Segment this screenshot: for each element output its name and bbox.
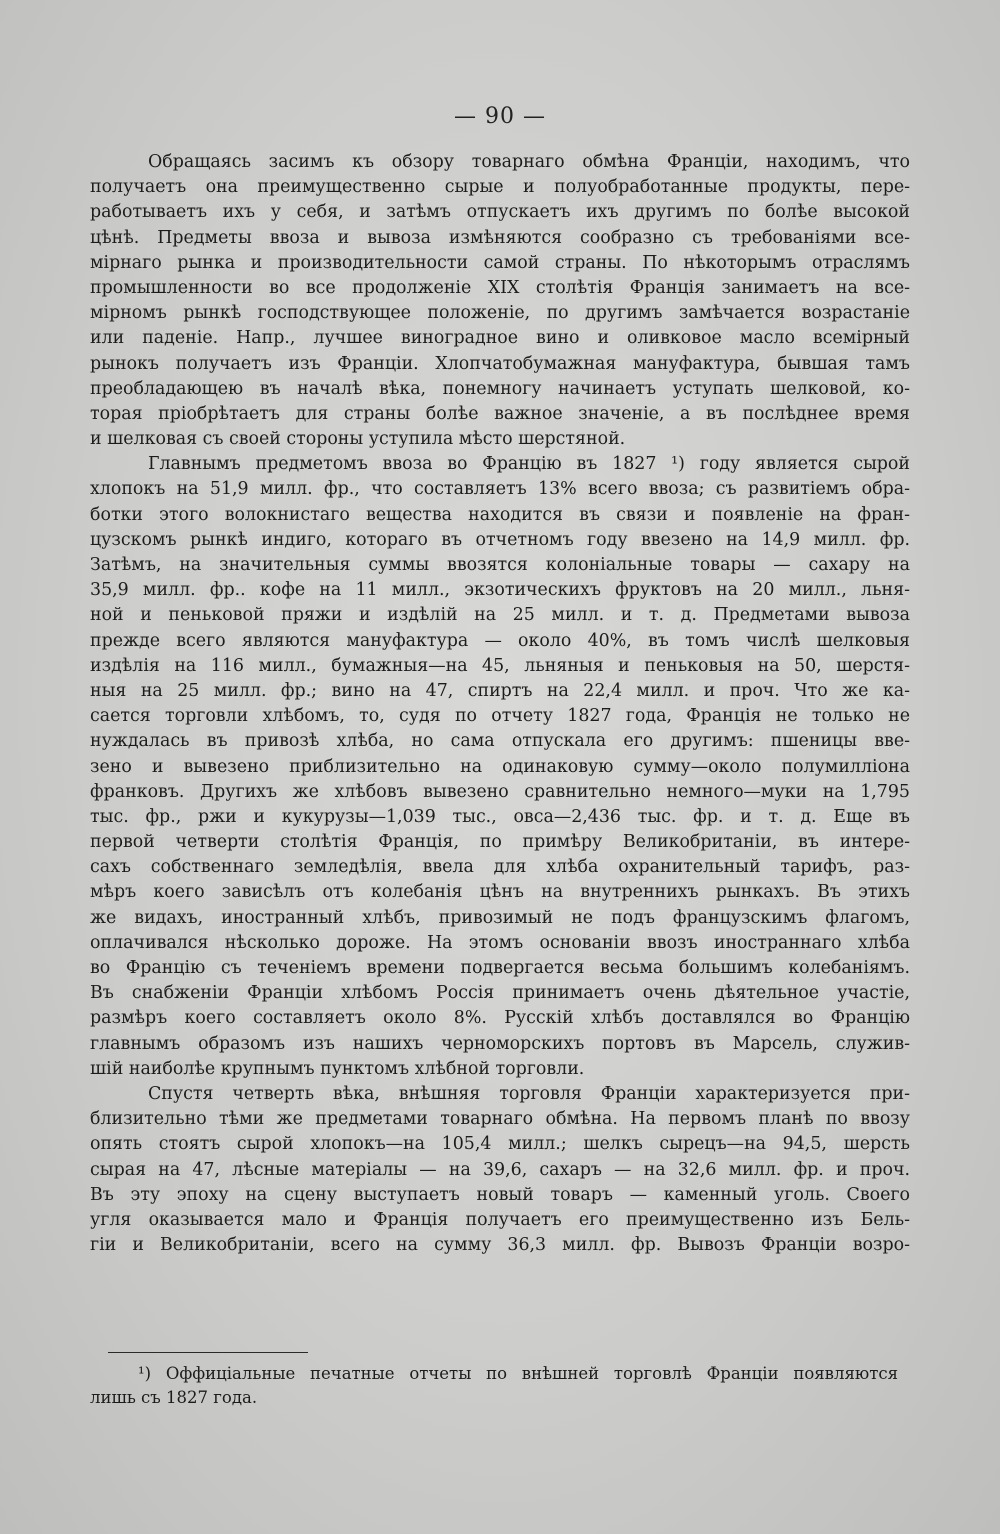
text-line: Спустя четверть вѣка, внѣшняя торговля Франціи характеризуется при- (148, 1083, 910, 1104)
text-line: Главнымъ предметомъ ввоза во Францію въ 1827 ¹) году является сырой (148, 454, 910, 475)
footnote-line: ¹) Оффиціальные печатные отчеты по внѣшней торговлѣ Франціи появляются (138, 1364, 898, 1383)
paragraph-2 (90, 452, 910, 1082)
text-line: рынокъ получаетъ изъ Франціи. Хлопчатобумажная мануфактура, бывшая тамъ (90, 353, 910, 374)
text-line: угля оказывается мало и Франція получаетъ его преимущественно изъ Бель- (90, 1209, 910, 1230)
text-line: мірномъ рынкѣ господствующее положеніе, по другимъ замѣчается возрастаніе (90, 303, 910, 324)
text-line: получаетъ она преимущественно сырые и полуобработанные продукты, пере- (90, 177, 910, 198)
text-line: во Францію съ теченіемъ времени подвергается весьма большимъ колебаніямъ. (90, 958, 910, 978)
text-line: мѣръ коего зависѣлъ отъ колебанія цѣнъ на внутреннихъ рынкахъ. Въ этихъ (90, 882, 910, 903)
text-line: же видахъ, иностранный хлѣбъ, привозимый не подъ французскимъ флагомъ, (90, 907, 910, 928)
text-line: ботки этого волокнистаго вещества находится въ связи и появленіе на фран- (90, 504, 910, 525)
text-line: Затѣмъ, на значительныя суммы ввозятся колоніальные товары — сахару на (90, 555, 910, 575)
paragraph-3 (90, 1082, 910, 1258)
text-line: и шелковая съ своей стороны уступила мѣсто шерстяной. (90, 429, 626, 450)
text-line: ныя на 25 милл. фр.; вино на 47, спиртъ на 22,4 милл. и проч. Что же ка- (90, 680, 910, 701)
text-line: прежде всего являются мануфактура — около 40%, въ томъ числѣ шелковыя (90, 630, 910, 651)
text-line: Въ снабженіи Франціи хлѣбомъ Россія принимаетъ очень дѣятельное участіе, (90, 983, 910, 1004)
text-line: шій наиболѣе крупнымъ пунктомъ хлѣбной торговли. (90, 1058, 585, 1079)
text-line: ной и пеньковой пряжи и издѣлій на 25 милл. и т. д. Предметами вывоза (90, 605, 910, 626)
paragraph-1 (90, 150, 910, 452)
text-line: близительно тѣми же предметами товарнаго обмѣна. На первомъ планѣ по ввозу (90, 1109, 910, 1130)
text-line: франковъ. Другихъ же хлѣбовъ вывезено сравнительно немного—муки на 1,795 (90, 781, 910, 802)
text-line: главнымъ образомъ изъ нашихъ черноморскихъ портовъ въ Марсель, служив- (90, 1033, 910, 1054)
text-line: сырая на 47, лѣсные матеріалы — на 39,6, сахаръ — на 32,6 милл. фр. и проч. (90, 1159, 910, 1180)
page-number: — 90 — (454, 104, 546, 129)
text-line: хлопокъ на 51,9 милл. фр., что составляетъ 13% всего ввоза; съ развитіемъ обра- (90, 479, 910, 500)
text-line: оплачивался нѣсколько дороже. На этомъ основаніи ввозъ иностраннаго хлѣба (90, 932, 910, 953)
text-line: цузскомъ рынкѣ индиго, котораго въ отчетномъ году ввезено на 14,9 милл. фр. (90, 529, 910, 550)
text-line: сахъ собственнаго земледѣлія, ввела для хлѣба охранительный тарифъ, раз- (90, 857, 910, 878)
text-line: Въ эту эпоху на сцену выступаетъ новый товаръ — каменный уголь. Своего (90, 1184, 910, 1205)
text-line: торая пріобрѣтаетъ для страны болѣе важное значеніе, а въ послѣднее время (90, 403, 910, 424)
text-line: гіи и Великобританіи, всего на сумму 36,3 милл. фр. Вывозъ Франціи возро- (90, 1235, 910, 1256)
footnote-line: лишь съ 1827 года. (90, 1388, 258, 1407)
footnote (90, 1362, 898, 1410)
body-text (90, 150, 910, 1258)
text-line: или паденіе. Напр., лучшее виноградное вино и оливковое масло всемірный (90, 328, 910, 349)
text-line: зено и вывезено приблизительно на одинаковую сумму—около полумилліона (90, 756, 910, 777)
text-line: нуждалась въ привозѣ хлѣба, но сама отпускала его другимъ: пшеницы вве- (90, 731, 910, 752)
text-line: Обращаясь засимъ къ обзору товарнаго обмѣна Франціи, находимъ, что (148, 152, 910, 172)
footnote-divider (108, 1352, 308, 1353)
text-line: промышленности во все продолженіе XIX столѣтія Франція занимаетъ на все- (90, 277, 910, 298)
text-line: издѣлія на 116 милл., бумажныя—на 45, льняныя и пеньковыя на 50, шерстя- (90, 655, 910, 676)
text-line: опять стоятъ сырой хлопокъ—на 105,4 милл.; шелкъ сырецъ—на 94,5, шерсть (90, 1134, 910, 1155)
text-line: преобладающею въ началѣ вѣка, понемногу начинаетъ уступать шелковой, ко- (90, 378, 910, 399)
text-line: мірнаго рынка и производительности самой страны. По нѣкоторымъ отраслямъ (90, 252, 910, 273)
text-line: цѣнѣ. Предметы ввоза и вывоза измѣняются сообразно съ требованіями все- (90, 227, 910, 248)
text-line: тыс. фр., ржи и кукурузы—1,039 тыс., овса—2,436 тыс. фр. и т. д. Еще въ (90, 806, 910, 827)
text-line: первой четверти столѣтія Франція, по примѣру Великобританіи, въ интере- (90, 832, 910, 853)
text-line: работываетъ ихъ у себя, и затѣмъ отпускаетъ ихъ другимъ по болѣе высокой (90, 202, 910, 223)
text-line: размѣръ коего составляетъ около 8%. Русскій хлѣбъ доставлялся во Францію (90, 1008, 910, 1029)
text-line: 35,9 милл. фр.. кофе на 11 милл., экзотическихъ фруктовъ на 20 милл., льня- (90, 580, 910, 601)
text-line: сается торговли хлѣбомъ, то, судя по отчету 1827 года, Франція не только не (90, 706, 910, 727)
